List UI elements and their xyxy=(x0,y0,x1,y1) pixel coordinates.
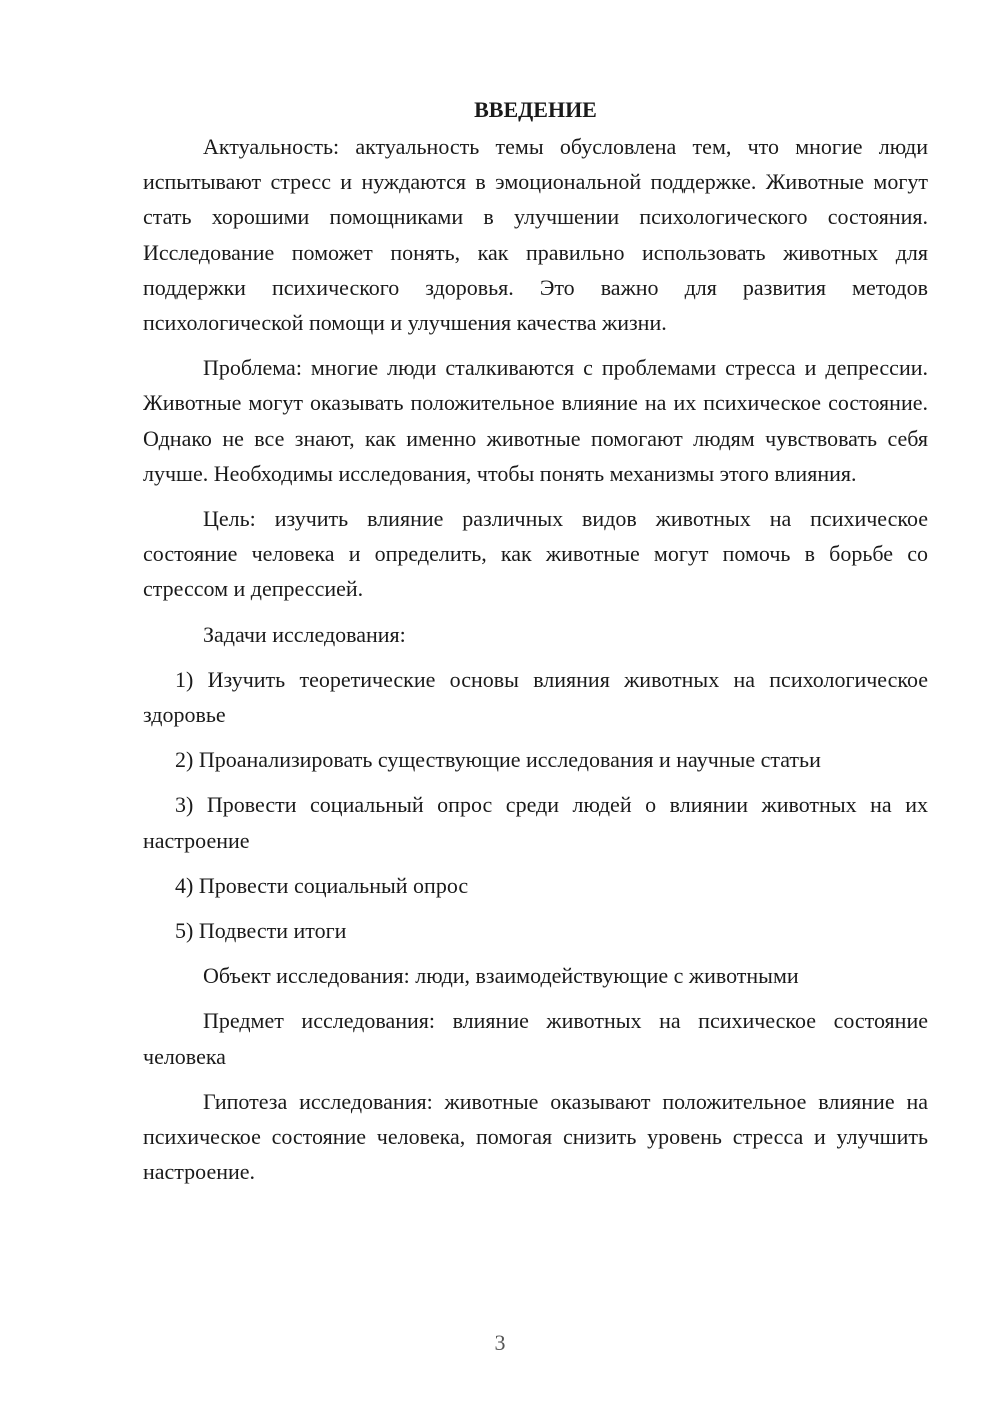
problem-paragraph: Проблема: многие люди сталкиваются с проблемами стресса и депрессии. Животные могут оказывать положительное влияние на их психическое состояние. Однако не все знают, как именно животные помогают людям чувствовать себя лучше. Необходимы исследования, чтобы понять механизмы этого влияния. xyxy=(143,355,928,486)
hypothesis-paragraph: Гипотеза исследования: животные оказывают положительное влияние на психическое состояние человека, помогая снизить уровень стресса и улучшить настроение. xyxy=(143,1088,928,1185)
task-item-5: 5) Подвести итоги xyxy=(175,918,347,944)
section-title: ВВЕДЕНИЕ xyxy=(474,97,597,122)
task-item-3: 3) Провести социальный опрос среди людей о влиянии животных на их настроение xyxy=(143,792,928,853)
task-item-2: 2) Проанализировать существующие исследования и научные статьи xyxy=(175,747,821,773)
document-page xyxy=(143,92,928,1189)
tasks-heading: Задачи исследования: xyxy=(203,621,406,647)
relevance-paragraph: Актуальность: актуальность темы обусловлена тем, что многие люди испытывают стресс и нуждаются в эмоциональной поддержке. Животные могут стать хорошими помощниками в улучшении психологического состояния. Исследование поможет понять, как правильно использовать животных для поддержки психического здоровья. Это важно для развития методов психологической помощи и улучшения качества жизни. xyxy=(143,134,928,336)
goal-paragraph: Цель: изучить влияние различных видов животных на психическое состояние человека и определить, как животные могут помочь в борьбе со стрессом и депрессией. xyxy=(143,506,928,602)
task-item-1: 1) Изучить теоретические основы влияния животных на психологическое здоровье xyxy=(143,666,928,728)
object-paragraph: Объект исследования: люди, взаимодействующие с животными xyxy=(203,963,799,989)
task-item-4: 4) Провести социальный опрос xyxy=(175,872,469,898)
subject-paragraph: Предмет исследования: влияние животных на психическое состояние человека xyxy=(143,1008,928,1069)
page-number: 3 xyxy=(494,1330,506,1355)
